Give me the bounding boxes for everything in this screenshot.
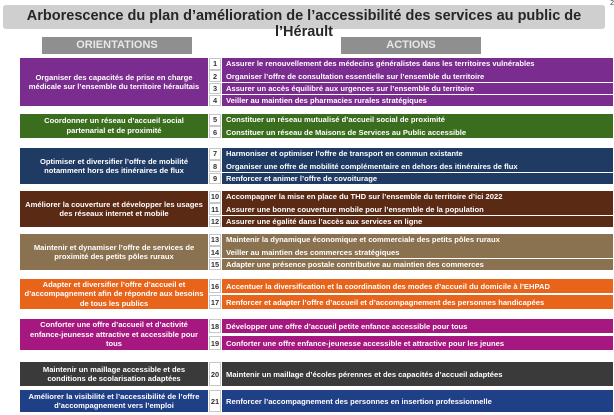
- action-text: Constituer un réseau de Maisons de Services au Public accessible: [222, 126, 613, 138]
- action-text: Accompagner la mise en place du THD sur l’ensemble du territoire d’ici 2022: [222, 191, 613, 203]
- action-number: 14: [210, 247, 220, 257]
- action-row-2: [209, 70, 613, 82]
- action-row-21: [209, 390, 613, 412]
- action-text: Accentuer la diversification et la coordination des modes d’accueil du domicile à l’EHPAD: [222, 279, 613, 293]
- action-number: 19: [209, 336, 221, 350]
- action-row-19: [209, 336, 613, 350]
- action-text: Renforcer et adapter l’offre d’accueil et d’accompagnement des personnes handicapées: [222, 295, 613, 309]
- action-number: 15: [210, 259, 220, 269]
- action-number: 17: [209, 295, 221, 309]
- action-number: 13: [210, 235, 220, 245]
- orientation-4: Améliorer la couverture et développer les usages des réseaux internet et mobile: [20, 191, 208, 227]
- action-row-17: [209, 295, 613, 309]
- action-number: 21: [209, 390, 221, 412]
- action-number: 16: [209, 279, 221, 293]
- action-row-14: [209, 246, 613, 258]
- action-text: Assurer une égalité dans l’accès aux services en ligne: [222, 216, 613, 228]
- action-row-6: [209, 126, 613, 138]
- action-text: Assurer une bonne couverture mobile pour l’ensemble de la population: [222, 203, 613, 215]
- orientation-6: Adapter et diversifier l’offre d’accueil et d’accompagnement afin de répondre aux besoins de tous les publics: [20, 279, 208, 309]
- action-text: Constituer un réseau mutualisé d’accueil social de proximité: [222, 114, 613, 126]
- action-row-7: [209, 148, 613, 160]
- action-text: Maintenir un maillage d’écoles pérennes et des capacités d’accueil adaptées: [222, 362, 613, 386]
- action-number: 3: [209, 83, 221, 95]
- action-row-16: [209, 279, 613, 293]
- action-text: Renforcer l’accompagnement des personnes en insertion professionnelle: [222, 390, 613, 412]
- action-number: 10: [210, 192, 220, 202]
- action-row-15: [209, 259, 613, 271]
- orientation-7: Conforter une offre d’accueil et d’activité enfance-jeunesse attractive et accessible pour tous: [20, 319, 208, 350]
- action-row-13: [209, 234, 613, 246]
- action-text: Organiser une offre de mobilité complémentaire en dehors des itinéraires de flux: [222, 160, 613, 172]
- action-row-8: [209, 160, 613, 172]
- action-row-11: [209, 203, 613, 215]
- action-number: 8: [209, 160, 221, 172]
- orientation-5: Maintenir et dynamiser l’offre de services de proximité des petits pôles ruraux: [20, 234, 208, 270]
- action-number: 18: [209, 319, 221, 333]
- orientations-header: ORIENTATIONS: [42, 37, 192, 54]
- orientation-1: Organiser des capacités de prise en charge médicale sur l’ensemble du territoire héraultais: [20, 58, 208, 106]
- action-number: 9: [209, 173, 221, 185]
- action-number: 6: [209, 126, 221, 138]
- page-number: 2: [610, 0, 614, 7]
- action-number: 2: [209, 70, 221, 82]
- action-text: Développer une offre d’accueil petite enfance accessible pour tous: [222, 319, 613, 333]
- action-number: 11: [209, 203, 221, 215]
- action-row-12: [209, 216, 613, 228]
- action-number: 7: [209, 148, 221, 160]
- action-text: Veiller au maintien des commerces stratégiques: [222, 246, 613, 258]
- action-text: Conforter une offre enfance-jeunesse accessible et attractive pour les jeunes: [222, 336, 613, 350]
- action-number: 4: [209, 95, 221, 107]
- action-row-9: [209, 173, 613, 185]
- orientation-2: Coordonner un réseau d’accueil social partenarial et de proximité: [20, 114, 208, 138]
- action-text: Renforcer et animer l’offre de covoiturage: [222, 173, 613, 185]
- action-row-4: [209, 95, 613, 107]
- orientation-9: Améliorer la visibilité et l’accessibilité de l’offre d’accompagnement vers l’emploi: [20, 390, 208, 412]
- action-text: Assurer le renouvellement des médecins généralistes dans les territoires vulnérables: [222, 58, 613, 70]
- action-row-3: [209, 83, 613, 95]
- page-title: Arborescence du plan d’amélioration de l’accessibilité des services au public de l’Hérault: [26, 8, 582, 40]
- title-bar: [3, 5, 605, 40]
- action-text: Assurer un accès équilibré aux urgences sur l’ensemble du territoire: [222, 83, 613, 95]
- action-number: 20: [209, 362, 221, 386]
- action-number: 5: [209, 114, 221, 126]
- action-text: Maintenir la dynamique économique et commerciale des petits pôles ruraux: [222, 234, 613, 246]
- action-text: Harmoniser et optimiser l’offre de transport en commun existante: [222, 148, 613, 160]
- action-row-5: [209, 114, 613, 126]
- action-number: 12: [210, 216, 220, 226]
- orientation-8: Maintenir un maillage accessible et des conditions de scolarisation adaptées: [20, 362, 208, 386]
- action-text: Adapter une présence postale contributive au maintien des commerces: [222, 259, 613, 271]
- action-row-10: [209, 191, 613, 203]
- actions-header: ACTIONS: [341, 37, 481, 54]
- action-row-1: [209, 58, 613, 70]
- action-number: 1: [209, 58, 221, 70]
- orientation-3: Optimiser et diversifier l’offre de mobilité notamment hors des itinéraires de flux: [20, 148, 208, 184]
- action-text: Organiser l’offre de consultation essentielle sur l’ensemble du territoire: [222, 70, 613, 82]
- action-text: Veiller au maintien des pharmacies rurales stratégiques: [222, 95, 613, 107]
- action-row-18: [209, 319, 613, 333]
- action-row-20: [209, 362, 613, 386]
